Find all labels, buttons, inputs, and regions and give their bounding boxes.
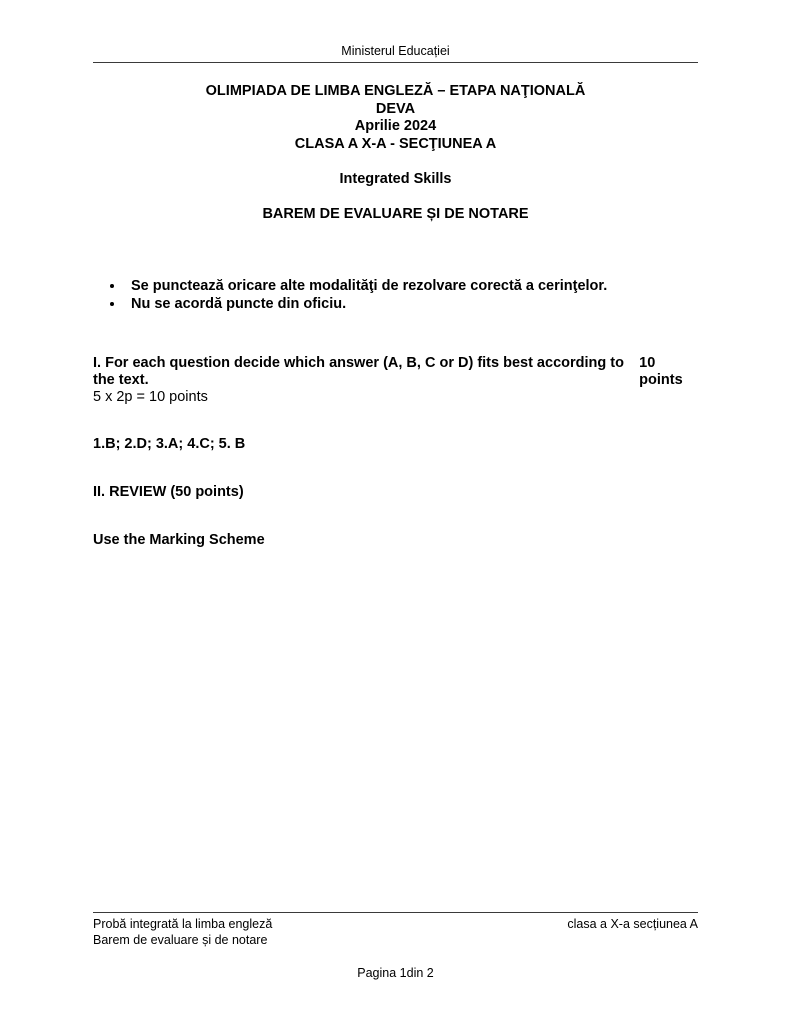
footer-right: clasa a X-a secțiunea A [567,917,698,931]
header-rule [93,62,698,63]
section2-heading: II. REVIEW (50 points) [93,484,244,500]
section2-instruction: Use the Marking Scheme [93,532,265,548]
title-block [0,83,791,223]
ministry-name: Ministerul Educației [341,44,450,58]
footer [93,912,698,948]
section1-heading-row [93,355,698,389]
title-location: DEVA [375,100,416,117]
title-date: Aprilie 2024 [354,118,437,134]
title-subject: Integrated Skills [339,170,452,187]
footer-left [93,916,272,948]
spacer [0,188,791,206]
page-number: Pagina 1din 2 [357,966,434,980]
footer-left-line1: Probă integrată la limba engleză [93,917,273,931]
section1-answers: 1.B; 2.D; 3.A; 4.C; 5. B [93,436,246,452]
spacer [0,153,791,171]
doc-title: OLIMPIADA DE LIMBA ENGLEZĂ – ETAPA NAŢIONALĂ [205,83,586,99]
body-content [93,313,698,549]
grading-notes [93,277,698,313]
title-class: CLASA A X-A - SECŢIUNEA A [294,135,497,152]
note-item: • Nu se acordă puncte din oficiu. [125,295,698,313]
footer-left-line2: Barem de evaluare și de notare [93,933,268,947]
section1-formula: 5 x 2p = 10 points [93,389,208,405]
section1-points: 10 points [639,355,683,388]
notes-list [93,277,698,313]
note-item: • Se punctează oricare alte modalităţi de rezolvare corectă a cerinţelor. [125,277,698,295]
title-barem: BAREM DE EVALUARE ȘI DE NOTARE [262,205,529,222]
section1-heading: I. For each question decide which answer (A, B, C or D) fits best according to the text. [93,355,624,388]
